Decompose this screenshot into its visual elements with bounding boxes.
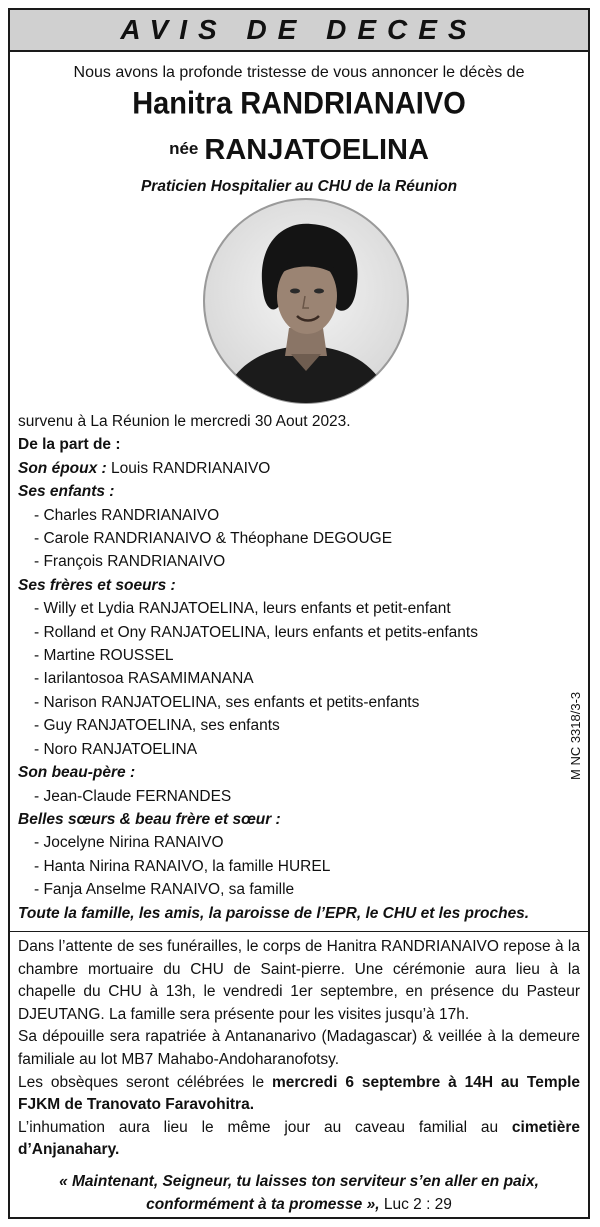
nee-label: née [169, 139, 199, 158]
list-item: - Fanja Anselme RANAIVO, sa famille [34, 881, 295, 899]
ceremony-paragraph [18, 1072, 580, 1117]
notice-banner: AVIS DE DECES [10, 10, 588, 52]
maiden-name: RANJATOELINA [204, 134, 429, 166]
siblings-label: Ses frères et soeurs : [18, 576, 176, 594]
spouse-label: Son époux : [18, 459, 107, 477]
burial-paragraph [18, 1117, 580, 1162]
quote-line-2 [18, 1193, 580, 1216]
death-statement: survenu à La Réunion le mercredi 30 Aout 2023. [18, 413, 351, 430]
list-item: - François RANDRIANAIVO [34, 553, 226, 571]
inlaws-label: Belles sœurs & beau frère et sœur : [18, 810, 281, 828]
quote-line-1: « Maintenant, Seigneur, tu laisses ton serviteur s’en aller en paix, [59, 1172, 539, 1190]
stepfather-label: Son beau-père : [18, 764, 136, 782]
quote-text: conformément à ta promesse », [146, 1195, 380, 1213]
notice-frame [8, 8, 590, 1219]
spouse-name: Louis RANDRIANAIVO [111, 459, 271, 477]
list-item: - Narison RANJATOELINA, ses enfants et petits-enfants [34, 693, 420, 711]
list-item: - Willy et Lydia RANJATOELINA, leurs enfants et petit-enfant [34, 600, 451, 618]
ceremony-text: Les obsèques seront célébrées le [18, 1073, 272, 1091]
burial-place: cimetière d’Anjanahary. [18, 1118, 580, 1159]
burial-text: L’inhumation aura lieu le même jour au caveau familial au [18, 1118, 512, 1136]
repatriation-paragraph: Sa dépouille sera rapatriée à Antananarivo (Madagascar) & veillée à la demeure familiale au lot MB7 Mahabo-Andoharanofotsy. [18, 1028, 580, 1068]
side-reference: M NC 3318/3-3 [568, 691, 583, 780]
ceremony-details: mercredi 6 septembre à 14H au Temple FJKM de Tranovato Faravohitra. [18, 1073, 580, 1114]
list-item: - Hanta Nirina RANAIVO, la famille HUREL [34, 857, 331, 875]
deceased-role: Praticien Hospitalier au CHU de la Réunion [140, 178, 458, 195]
list-item: - Jean-Claude FERNANDES [34, 787, 232, 805]
list-item: - Jocelyne Nirina RANAIVO [34, 834, 224, 852]
portrait-photo [201, 196, 411, 406]
from-label: De la part de : [18, 436, 121, 454]
intro-text: Nous avons la profonde tristesse de vous annoncer le décès de [73, 64, 525, 81]
maiden-name-line [10, 134, 588, 167]
section-divider [10, 931, 588, 932]
spouse-line [18, 457, 580, 480]
list-item: - Carole RANDRIANAIVO & Théophane DEGOUGE [34, 530, 393, 548]
list-item: - Charles RANDRIANAIVO [34, 506, 220, 524]
list-item: - Rolland et Ony RANJATOELINA, leurs enfants et petits-enfants [34, 623, 478, 641]
portrait-photo-icon [201, 196, 411, 406]
deceased-name: Hanitra RANDRIANAIVO [132, 86, 466, 122]
notice-body [18, 410, 580, 1216]
scripture-quote [18, 1170, 580, 1216]
list-item: - Iarilantosoa RASAMIMANANA [34, 670, 254, 688]
list-item: - Martine ROUSSEL [34, 647, 174, 665]
funeral-paragraph: Dans l’attente de ses funérailles, le corps de Hanitra RANDRIANAIVO repose à la chambre mortuaire du CHU de Saint-pierre. Une cérémonie aura lieu à la chapelle du CHU à 13h, le vendredi 1er septembre, en présence du Pasteur DJEUTANG. La famille sera présente pour les visites jusqu’à 17h. [18, 937, 580, 1023]
closing-line: Toute la famille, les amis, la paroisse de l’EPR, le CHU et les proches. [18, 904, 530, 922]
list-item: - Noro RANJATOELINA [34, 740, 198, 758]
list-item: - Guy RANJATOELINA, ses enfants [34, 717, 280, 735]
quote-reference: Luc 2 : 29 [383, 1195, 452, 1213]
children-label: Ses enfants : [18, 483, 115, 501]
